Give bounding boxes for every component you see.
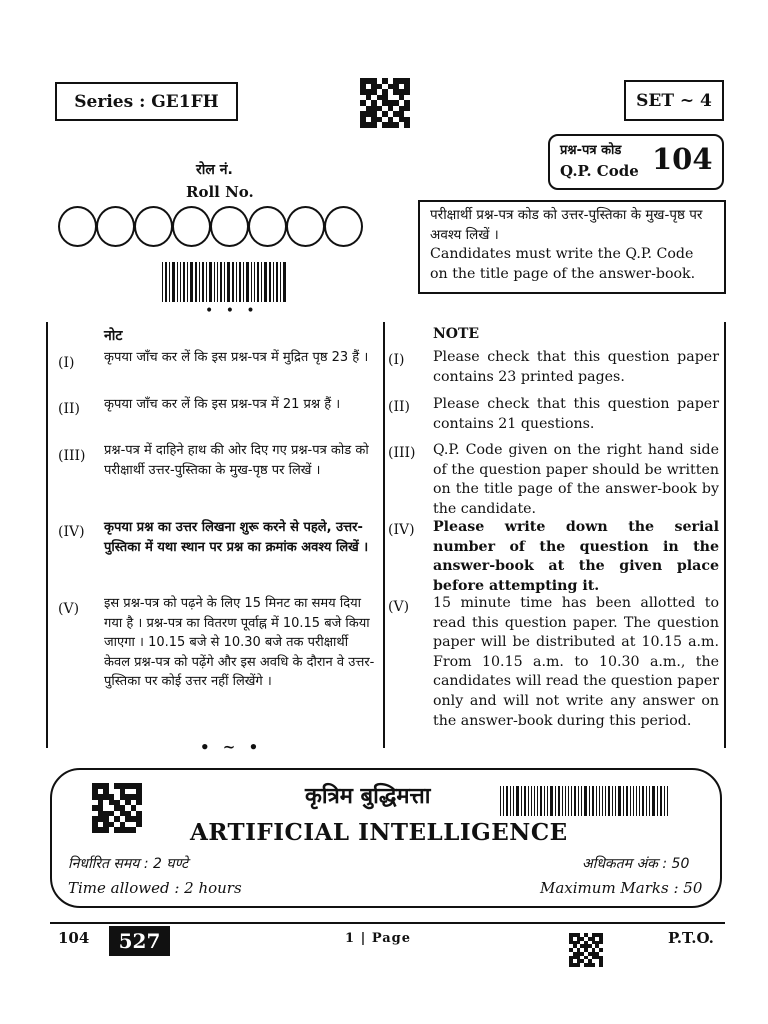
english-note-number: (II): [388, 399, 410, 415]
english-note-text: Please check that this question paper contains 21 questions.: [433, 396, 719, 432]
barcode-bar: [649, 786, 650, 816]
barcode-bar: [217, 262, 218, 302]
hindi-note-text: प्रश्न-पत्र में दाहिने हाथ की ओर दिए गए प्रश्न-पत्र कोड को परीक्षार्थी उत्तर-पुस्तिका के मुख-पृष्ठ पर लिखें ।: [104, 443, 369, 478]
barcode-bar: [667, 786, 668, 816]
column-divider-middle: [383, 322, 385, 748]
barcode-bar: [534, 786, 535, 816]
barcode-bar: [521, 786, 522, 816]
english-note-number: (IV): [388, 522, 415, 538]
barcode-bar: [283, 262, 286, 302]
barcode-bar: [657, 786, 658, 816]
qr-code-icon: [92, 783, 142, 833]
hindi-note-text: कृपया प्रश्न का उत्तर लिखना शुरू करने से पहले, उत्तर-पुस्तिका में यथा स्थान पर प्रश्न का क्रमांक अवश्य लिखें ।: [104, 520, 369, 555]
roll-digit-box[interactable]: [172, 206, 211, 247]
hindi-note-number: (III): [58, 448, 86, 464]
barcode-bar: [574, 786, 576, 816]
barcode-bar: [190, 262, 193, 302]
roll-digit-box[interactable]: [286, 206, 325, 247]
barcode-bar: [558, 786, 560, 816]
note-title-english: NOTE: [433, 326, 480, 342]
barcode-bar: [578, 786, 579, 816]
barcode-bar: [257, 262, 259, 302]
barcode-bar: [516, 786, 519, 816]
barcode-bar: [246, 262, 249, 302]
barcode-bar: [571, 786, 572, 816]
barcode-bar: [630, 786, 631, 816]
barcode-bar: [264, 262, 267, 302]
barcode-bar: [646, 786, 647, 816]
barcode-bar: [618, 786, 621, 816]
barcode-bar: [540, 786, 542, 816]
roll-digit-box[interactable]: [134, 206, 173, 247]
header-dots: • • •: [205, 303, 259, 319]
series-label: Series : GE1FH: [74, 91, 219, 112]
barcode-bar: [636, 786, 637, 816]
barcode-bar: [276, 262, 278, 302]
barcode-bar: [239, 262, 241, 302]
barcode-bar: [608, 786, 610, 816]
hindi-note-number: (II): [58, 401, 80, 417]
barcode-bar: [592, 786, 594, 816]
english-note-text: Please write down the serial number of the question in the answer-book at the given place before attempting it.: [433, 519, 719, 594]
roll-no-hindi: रोल नं.: [196, 162, 233, 178]
barcode-bar: [660, 786, 662, 816]
barcode-bar: [214, 262, 215, 302]
barcode-bar: [589, 786, 590, 816]
barcode-bar: [513, 786, 514, 816]
barcode-bar: [510, 786, 511, 816]
barcode-bar: [531, 786, 532, 816]
barcode-bar: [206, 262, 207, 302]
roll-digit-box[interactable]: [324, 206, 363, 247]
note-title-hindi: नोट: [104, 328, 123, 344]
barcode-icon: [500, 786, 670, 816]
footer-rule: [50, 922, 725, 924]
hindi-note-number: (V): [58, 601, 80, 617]
barcode-bar: [652, 786, 655, 816]
set-label: SET ~ 4: [636, 90, 712, 111]
barcode-bar: [254, 262, 255, 302]
roll-number-boxes[interactable]: [58, 206, 362, 247]
barcode-bar: [172, 262, 175, 302]
hindi-note-number: (IV): [58, 524, 85, 540]
barcode-bar: [180, 262, 181, 302]
barcode-icon: [162, 262, 288, 302]
qr-code-icon: [569, 933, 603, 967]
section-separator: • ~ •: [200, 738, 263, 756]
barcode-bar: [500, 786, 501, 816]
barcode-bar: [581, 786, 582, 816]
subject-title-hindi: कृत्रिम बुद्धिमत्ता: [305, 784, 431, 809]
set-box: [624, 80, 724, 121]
roll-digit-box[interactable]: [210, 206, 249, 247]
max-marks-english: Maximum Marks : 50: [540, 879, 703, 897]
barcode-bar: [232, 262, 234, 302]
page-number: 1 | Page: [345, 931, 412, 946]
barcode-bar: [177, 262, 178, 302]
english-note-number: (V): [388, 599, 410, 615]
english-note-text: Q.P. Code given on the right hand side of the question paper should be written on the title page of the answer-book by the candidate.: [433, 442, 719, 517]
barcode-bar: [547, 786, 548, 816]
hindi-note-text: कृपया जाँच कर लें कि इस प्रश्न-पत्र में मुद्रित पृष्ठ 23 हैं ।: [104, 350, 369, 365]
notice-english: Candidates must write the Q.P. Code on the title page of the answer-book.: [430, 246, 696, 282]
barcode-bar: [642, 786, 644, 816]
barcode-bar: [243, 262, 244, 302]
barcode-bar: [251, 262, 252, 302]
barcode-bar: [165, 262, 167, 302]
barcode-bar: [528, 786, 529, 816]
qp-code-box: [548, 134, 724, 190]
barcode-bar: [220, 262, 222, 302]
notice-hindi: परीक्षार्थी प्रश्न-पत्र कोड को उत्तर-पुस्तिका के मुख-पृष्ठ पर अवश्य लिखें ।: [430, 207, 703, 243]
max-marks-hindi: अधिकतम अंक : 50: [582, 856, 690, 872]
pto-label: P.T.O.: [668, 929, 714, 947]
barcode-bar: [269, 262, 271, 302]
qp-code-notice: [418, 200, 726, 294]
barcode-bar: [506, 786, 508, 816]
english-note-number: (I): [388, 352, 405, 368]
subject-title-english: ARTIFICIAL INTELLIGENCE: [190, 819, 568, 846]
barcode-bar: [612, 786, 613, 816]
barcode-bar: [202, 262, 204, 302]
column-divider-left: [46, 322, 48, 748]
barcode-bar: [199, 262, 200, 302]
barcode-bar: [261, 262, 262, 302]
hindi-note-text: इस प्रश्न-पत्र को पढ़ने के लिए 15 मिनट का समय दिया गया है । प्रश्न-पत्र का वितरण पूर्वाह्न में 10.15 बजे किया जाएगा । 10.15 बजे से 10.30 बजे तक परीक्षार्थी केवल प्रश्न-पत्र को पढ़ेंगे और इस अवधि के दौरान वे उत्तर-पुस्तिका पर कोई उत्तर नहीं लिखेंगे ।: [104, 596, 375, 690]
qr-code-icon: [360, 78, 410, 128]
english-note-number: (III): [388, 445, 416, 461]
column-divider-right: [724, 322, 726, 748]
barcode-bar: [209, 262, 212, 302]
barcode-bar: [537, 786, 538, 816]
roll-digit-box[interactable]: [58, 206, 97, 247]
hindi-note-text: कृपया जाँच कर लें कि इस प्रश्न-पत्र में 21 प्रश्न हैं ।: [104, 397, 341, 412]
barcode-bar: [623, 786, 624, 816]
barcode-bar: [550, 786, 553, 816]
barcode-bar: [599, 786, 600, 816]
english-note-text: Please check that this question paper contains 23 printed pages.: [433, 349, 719, 385]
series-box: [55, 82, 238, 121]
barcode-bar: [633, 786, 634, 816]
barcode-bar: [195, 262, 197, 302]
barcode-bar: [183, 262, 185, 302]
barcode-bar: [584, 786, 587, 816]
barcode-bar: [639, 786, 640, 816]
barcode-bar: [273, 262, 274, 302]
roll-no-label: Roll No.: [186, 183, 254, 201]
barcode-bar: [169, 262, 170, 302]
time-allowed-english: Time allowed : 2 hours: [68, 879, 242, 897]
qp-code-value: 104: [652, 142, 713, 176]
barcode-bar: [602, 786, 603, 816]
barcode-bar: [524, 786, 526, 816]
barcode-bar: [224, 262, 225, 302]
qp-code-label: Q.P. Code: [560, 162, 639, 180]
barcode-bar: [162, 262, 163, 302]
barcode-bar: [605, 786, 606, 816]
barcode-bar: [626, 786, 628, 816]
roll-digit-box[interactable]: [248, 206, 287, 247]
footer-code: 104: [58, 929, 90, 947]
barcode-bar: [615, 786, 616, 816]
roll-digit-box[interactable]: [96, 206, 135, 247]
barcode-bar: [544, 786, 545, 816]
barcode-bar: [503, 786, 504, 816]
english-note-text: 15 minute time has been allotted to read this question paper. The question paper will be distributed at 10.15 a.m. From 10.15 a.m. to 10.30 a.m., the candidates will read the question paper only and will not write any answer on the answer-book during this period.: [433, 595, 719, 729]
barcode-bar: [236, 262, 237, 302]
barcode-bar: [568, 786, 569, 816]
qp-code-hindi: प्रश्न-पत्र कोड: [560, 143, 622, 158]
barcode-bar: [227, 262, 230, 302]
barcode-bar: [187, 262, 188, 302]
barcode-bar: [280, 262, 281, 302]
time-allowed-hindi: निर्धारित समय : 2 घण्टे: [68, 856, 189, 872]
barcode-bar: [565, 786, 566, 816]
barcode-bar: [596, 786, 597, 816]
barcode-bar: [555, 786, 556, 816]
hindi-note-number: (I): [58, 355, 75, 371]
barcode-bar: [664, 786, 665, 816]
footer-serial-badge: 527: [109, 926, 170, 956]
barcode-bar: [562, 786, 563, 816]
